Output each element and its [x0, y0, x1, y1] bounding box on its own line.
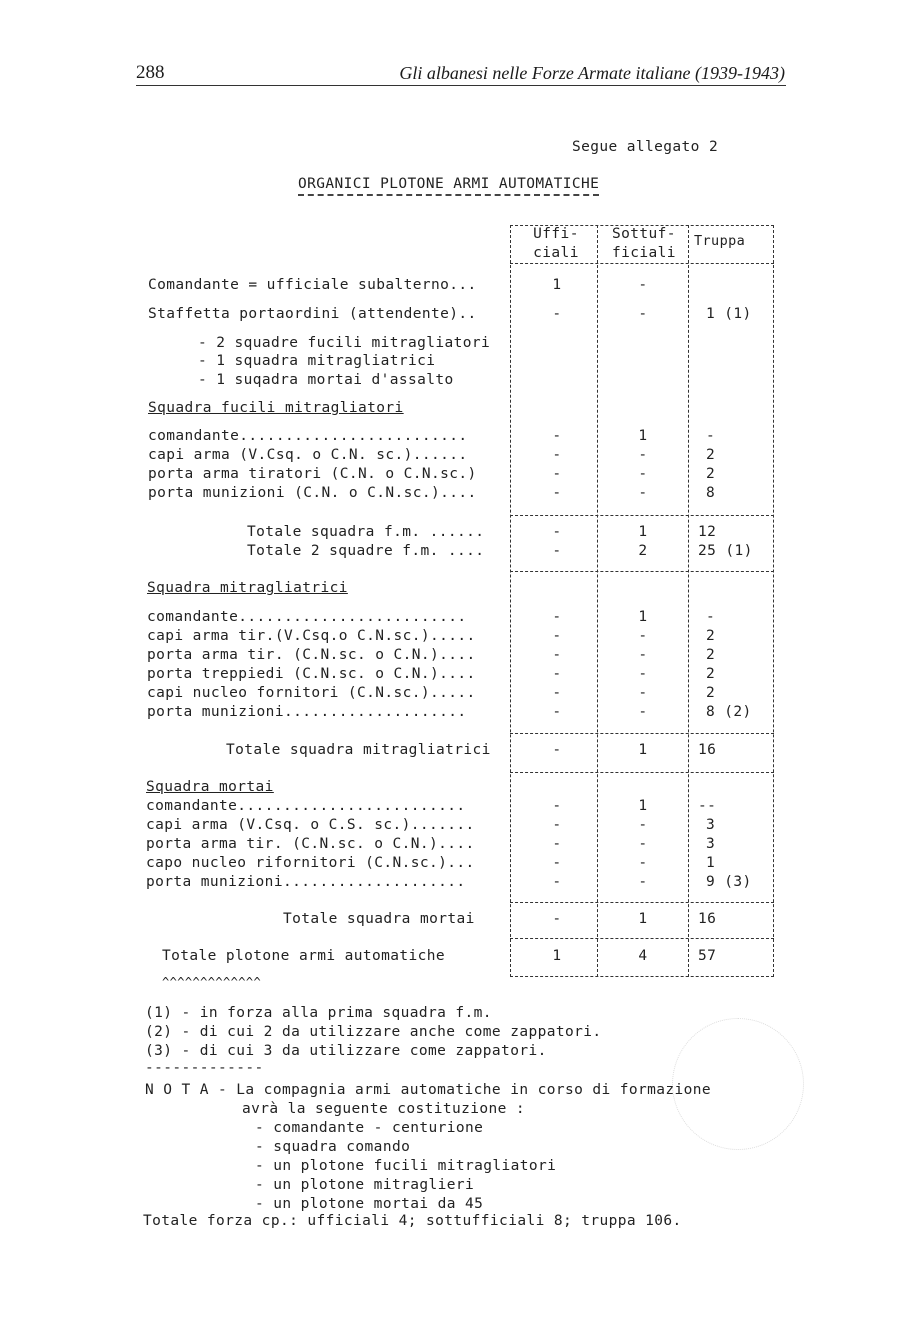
cell-truppa: 25 (1)	[698, 543, 753, 559]
cell-truppa: 57	[698, 948, 717, 964]
cell-sottufficiali: -	[638, 704, 648, 720]
footnote: (1) - in forza alla prima squadra f.m.	[145, 1005, 492, 1021]
total-label: Totale squadra f.m. ......	[247, 524, 485, 540]
nota-lead: N O T A - La compagnia armi automatiche in corso di formazione	[145, 1082, 712, 1098]
cell-truppa: 16	[698, 911, 717, 927]
cell-truppa: 12	[698, 524, 717, 540]
row-label: porta treppiedi (C.N.sc. o C.N.)....	[147, 666, 476, 682]
cell-ufficiali: -	[552, 543, 562, 559]
col-header-ufficiali: Uffi- ciali	[533, 226, 579, 261]
row-label: porta arma tir. (C.N.sc. o C.N.)....	[146, 836, 475, 852]
nota-item: - un plotone fucili mitragliatori	[255, 1158, 557, 1174]
cell-ufficiali: -	[552, 447, 562, 463]
page-number: 288	[136, 62, 165, 83]
cell-truppa: 2	[706, 447, 716, 463]
row-label: porta munizioni....................	[146, 874, 466, 890]
cell-ufficiali: -	[552, 485, 562, 501]
cell-ufficiali: 1	[552, 948, 562, 964]
cell-truppa: 2	[706, 628, 716, 644]
cell-truppa: --	[698, 798, 717, 814]
row-label: capi arma tir.(V.Csq.o C.N.sc.).....	[147, 628, 476, 644]
row-label: Comandante = ufficiale subalterno...	[148, 277, 477, 293]
grand-total-label: Totale plotone armi automatiche	[162, 948, 446, 964]
nota-item: - squadra comando	[255, 1139, 411, 1155]
total-label: Totale squadra mitragliatrici	[226, 742, 491, 758]
cell-truppa: 8	[706, 485, 716, 501]
row-label: capi arma (V.Csq. o C.N. sc.)......	[148, 447, 468, 463]
total-label: Totale squadra mortai	[283, 911, 475, 927]
cell-ufficiali: -	[552, 666, 562, 682]
cell-sottufficiali: 1	[638, 742, 648, 758]
nota-line: avrà la seguente costituzione :	[242, 1101, 526, 1117]
cell-truppa: -	[706, 428, 716, 444]
cell-sottufficiali: -	[638, 628, 648, 644]
row-label: capi nucleo fornitori (C.N.sc.).....	[147, 685, 476, 701]
row-label: porta munizioni....................	[147, 704, 467, 720]
separator: ^^^^^^^^^^^^^	[162, 975, 262, 989]
cell-truppa: 2	[706, 647, 716, 663]
row-label: comandante.........................	[146, 798, 466, 814]
cell-sottufficiali: 1	[638, 911, 648, 927]
cell-sottufficiali: -	[638, 874, 648, 890]
cell-truppa: -	[706, 609, 716, 625]
footnote-rule: -------------	[145, 1060, 264, 1076]
nota-item: - un plotone mitraglieri	[255, 1177, 475, 1193]
cell-truppa: 3	[706, 817, 716, 833]
cell-truppa: 8 (2)	[706, 704, 752, 720]
cell-truppa: 1	[706, 855, 716, 871]
cell-ufficiali: -	[552, 306, 562, 322]
cell-sottufficiali: -	[638, 685, 648, 701]
section-heading: Squadra fucili mitragliatori	[148, 400, 404, 416]
cell-sottufficiali: -	[638, 855, 648, 871]
cell-ufficiali: 1	[552, 277, 562, 293]
row-label: capi arma (V.Csq. o C.S. sc.).......	[146, 817, 475, 833]
row-label: capo nucleo rifornitori (C.N.sc.)...	[146, 855, 475, 871]
cell-ufficiali: -	[552, 836, 562, 852]
cell-truppa: 2	[706, 666, 716, 682]
cell-ufficiali: -	[552, 817, 562, 833]
cell-ufficiali: -	[552, 798, 562, 814]
section-heading: Squadra mitragliatrici	[147, 580, 348, 596]
nota-item: - un plotone mortai da 45	[255, 1196, 484, 1212]
row-label: porta arma tiratori (C.N. o C.N.sc.)	[148, 466, 477, 482]
row-label: porta arma tir. (C.N.sc. o C.N.)....	[147, 647, 476, 663]
running-title: Gli albanesi nelle Forze Armate italiane (1939-1943)	[399, 63, 785, 83]
cell-sottufficiali: 1	[638, 609, 648, 625]
cell-truppa: 16	[698, 742, 717, 758]
row-label: porta munizioni (C.N. o C.N.sc.)....	[148, 485, 477, 501]
row-label: comandante.........................	[148, 428, 468, 444]
cell-ufficiali: -	[552, 609, 562, 625]
cell-ufficiali: -	[552, 742, 562, 758]
nota-item: - comandante - centurione	[255, 1120, 484, 1136]
table-title: ORGANICI PLOTONE ARMI AUTOMATICHE	[298, 176, 599, 196]
cell-sottufficiali: -	[638, 647, 648, 663]
col-header-truppa: Truppa	[694, 233, 746, 249]
cell-ufficiali: -	[552, 647, 562, 663]
cell-sottufficiali: -	[638, 836, 648, 852]
cell-sottufficiali: 2	[638, 543, 648, 559]
cell-ufficiali: -	[552, 466, 562, 482]
cell-truppa: 3	[706, 836, 716, 852]
cell-sottufficiali: -	[638, 666, 648, 682]
cell-truppa: 9 (3)	[706, 874, 752, 890]
header-rule	[136, 85, 786, 86]
cell-sottufficiali: -	[638, 817, 648, 833]
composition-item: - 1 suqadra mortai d'assalto	[198, 372, 454, 388]
cell-truppa: 2	[706, 685, 716, 701]
segue-label: Segue allegato 2	[572, 139, 719, 155]
footnote: (3) - di cui 3 da utilizzare come zappatori.	[145, 1043, 547, 1059]
composition-item: - 2 squadre fucili mitragliatori	[198, 335, 491, 351]
cell-ufficiali: -	[552, 704, 562, 720]
cell-sottufficiali: -	[638, 306, 648, 322]
cell-truppa: 1 (1)	[706, 306, 752, 322]
cell-sottufficiali: 4	[638, 948, 648, 964]
cell-truppa: 2	[706, 466, 716, 482]
cell-ufficiali: -	[552, 911, 562, 927]
cell-sottufficiali: -	[638, 485, 648, 501]
composition-item: - 1 squadra mitragliatrici	[198, 353, 436, 369]
cell-ufficiali: -	[552, 855, 562, 871]
cell-sottufficiali: -	[638, 466, 648, 482]
cell-ufficiali: -	[552, 524, 562, 540]
nota-total: Totale forza cp.: ufficiali 4; sottufficiali 8; truppa 106.	[143, 1213, 682, 1229]
row-label: Staffetta portaordini (attendente)..	[148, 306, 477, 322]
col-header-sottufficiali: Sottuf- ficiali	[612, 226, 676, 261]
section-heading: Squadra mortai	[146, 779, 274, 795]
cell-ufficiali: -	[552, 428, 562, 444]
cell-ufficiali: -	[552, 874, 562, 890]
row-label: comandante.........................	[147, 609, 467, 625]
total-label: Totale 2 squadre f.m. ....	[247, 543, 485, 559]
cell-sottufficiali: -	[638, 277, 648, 293]
cell-sottufficiali: -	[638, 447, 648, 463]
cell-ufficiali: -	[552, 685, 562, 701]
cell-sottufficiali: 1	[638, 524, 648, 540]
footnote: (2) - di cui 2 da utilizzare anche come zappatori.	[145, 1024, 602, 1040]
cell-ufficiali: -	[552, 628, 562, 644]
cell-sottufficiali: 1	[638, 428, 648, 444]
cell-sottufficiali: 1	[638, 798, 648, 814]
